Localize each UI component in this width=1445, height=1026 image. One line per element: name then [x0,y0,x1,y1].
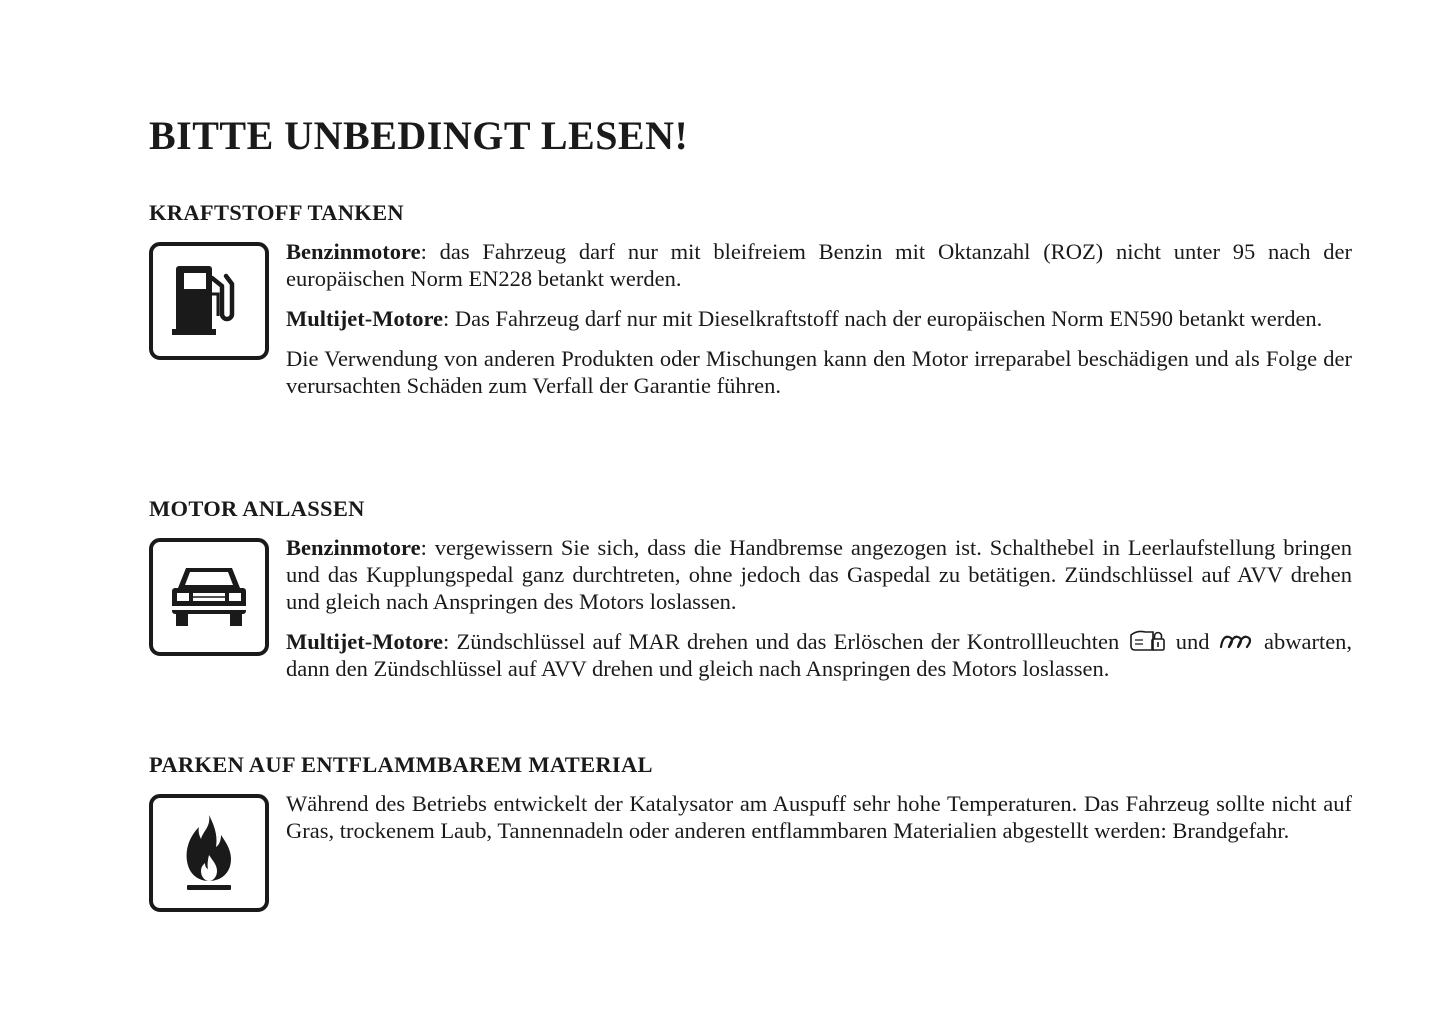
section-engine-start [149,494,1354,695]
section-text [286,238,1352,399]
page-title: BITTE UNBEDINGT LESEN! [149,113,689,158]
section-body [149,534,1354,682]
section-heading: PARKEN AUF ENTFLAMMBAREM MATERIAL [149,752,653,777]
paragraph: Benzinmotore: das Fahrzeug darf nur mit bleifreiem Benzin mit Oktanzahl (ROZ) nicht unter 95 nach der europäischen Norm EN228 betankt werden. [286,239,1352,291]
section-text [286,534,1352,682]
paragraph: Multijet-Motore: Das Fahrzeug darf nur mit Dieselkraftstoff nach der europäischen Norm EN590 betankt werden. [286,306,1323,331]
section-body [149,238,1354,399]
paragraph: Die Verwendung von anderen Produkten oder Mischungen kann den Motor irreparabel beschädigen und als Folge der verursachten Schäden zum Verfall der Garantie führen. [286,346,1352,398]
section-body [149,790,1354,844]
paragraph: Multijet-Motore: Zündschlüssel auf MAR drehen und das Erlöschen der Kontrollleuchten und abwarten, dann den Zündschlüssel auf AVV drehen und gleich nach Anspringen des Motors loslassen. [286,629,1353,681]
section-fuel [149,198,1354,412]
glow-plug-icon [1219,631,1255,653]
immobilizer-icon [1128,629,1166,653]
paragraph: Benzinmotore: vergewissern Sie sich, dass die Handbremse angezogen ist. Schalthebel in Leerlaufstellung bringen und das Kupplungspedal ganz durchtreten, ohne jedoch das Gaspedal zu betätigen. Zündschlüssel auf AVV drehen und gleich nach Anspringen des Motors loslassen. [286,535,1352,614]
flame-icon [149,794,269,912]
section-heading: MOTOR ANLASSEN [149,496,365,521]
paragraph: Während des Betriebs entwickelt der Katalysator am Auspuff sehr hohe Temperaturen. Das Fahrzeug sollte nicht auf Gras, trockenem Laub, Tannennadeln oder anderen entflammbaren Materialien abgestellt werden: Brandgefahr. [286,791,1352,843]
section-text [286,790,1352,844]
section-parking [149,750,1354,857]
fuel-pump-icon [149,242,269,360]
car-front-icon [149,538,269,656]
section-heading: KRAFTSTOFF TANKEN [149,200,404,225]
